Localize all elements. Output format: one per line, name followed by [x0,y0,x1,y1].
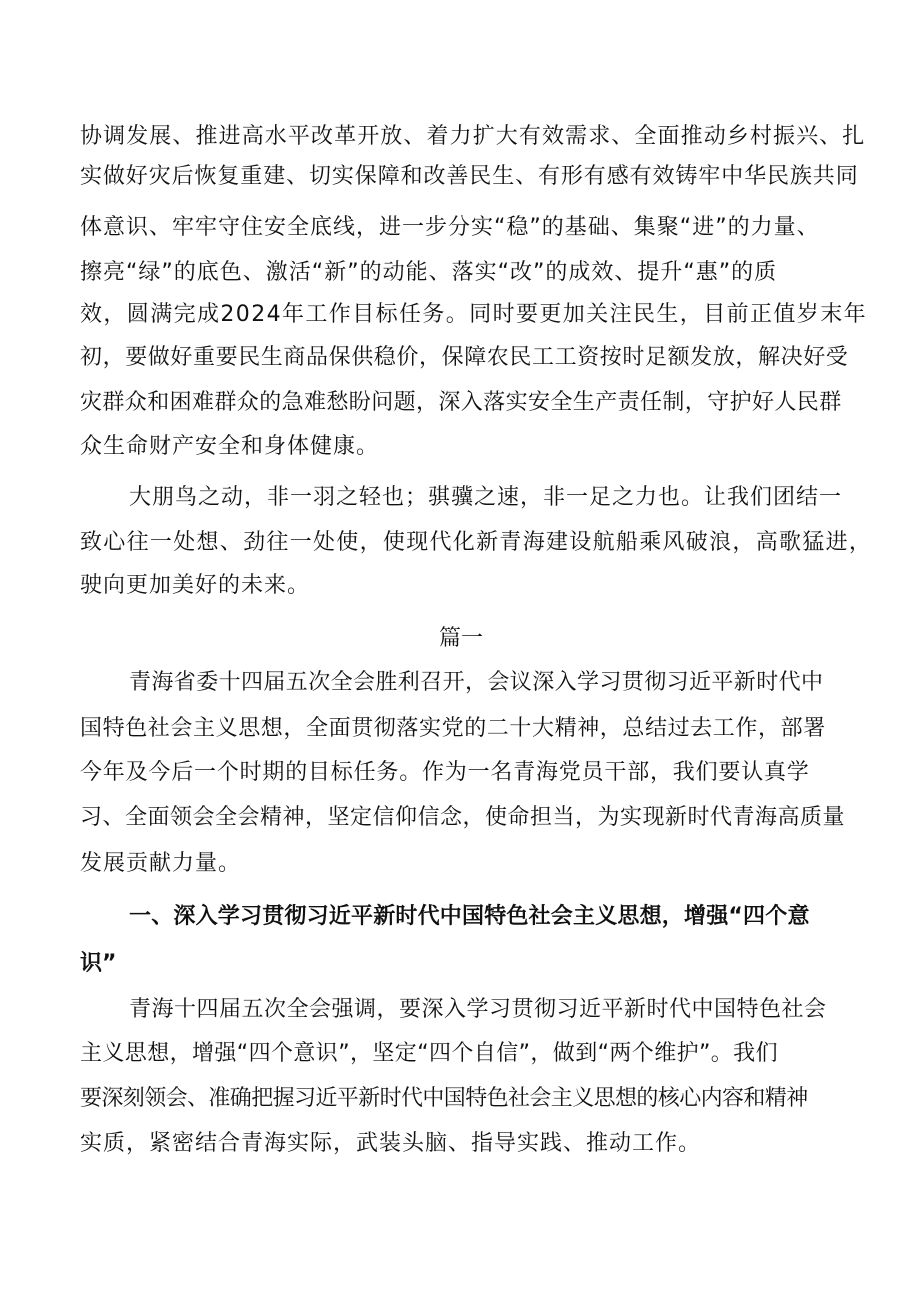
paragraph-line: 体意识、牢牢守住安全底线，进一步分实“稳”的基础、集聚“进”的力量、 [80,215,820,240]
paragraph-line: 效，圆满完成2024年工作目标任务。同时要更加关注民生，目前正值岁末年 [80,302,867,327]
paragraph-line: 习、全面领会全会精神，坚定信仰信念，使命担当，为实现新时代青海高质量 [80,805,846,830]
paragraph-line: 要深刻领会、准确把握习近平新时代中国特色社会主义思想的核心内容和精神 [80,1086,808,1111]
paragraph-line: 初，要做好重要民生商品保供稳价，保障农民工工资按时足额发放，解决好受 [80,345,849,370]
paragraph-line: 致心往一处想、劲往一处使，使现代化新青海建设航船乘风破浪，高歌猛进， [80,530,873,555]
paragraph-line: 擦亮“绿”的底色、激活“新”的动能、落实“改”的成效、提升“惠”的质 [80,260,778,285]
paragraph-line: 今年及今后一个时期的目标任务。作为一名青海党员干部，我们要认真学 [80,760,810,785]
heading-line: 一、深入学习贯彻习近平新时代中国特色社会主义思想，增强“四个意 [129,904,810,929]
paragraph-line: 青海省委十四届五次全会胜利召开，会议深入学习贯彻习近平新时代中 [129,670,824,695]
paragraph-line: 实做好灾后恢复重建、切实保障和改善民生、有形有感有效铸牢中华民族共同 [80,164,859,189]
paragraph-line: 灾群众和困难群众的急难愁盼问题，深入落实安全生产责任制，守护好人民群 [80,390,842,415]
paragraph-line: 大朋鸟之动，非一羽之轻也；骐骥之速，非一足之力也。让我们团结一 [129,485,843,510]
paragraph-line: 驶向更加美好的未来。 [80,573,311,598]
paragraph-line: 众生命财产安全和身体健康。 [80,434,380,459]
paragraph-line: 协调发展、推进高水平改革开放、着力扩大有效需求、全面推动乡村振兴、扎 [80,124,866,149]
paragraph-line: 实质，紧密结合青海实际，武装头脑、指导实践、推动工作。 [80,1131,702,1156]
paragraph-line: 发展贡献力量。 [80,851,242,876]
section-title: 篇一 [439,626,484,651]
heading-line: 识” [80,951,117,976]
paragraph-line: 国特色社会主义思想，全面贯彻落实党的二十大精神，总结过去工作，部署 [80,716,826,741]
paragraph-line: 主义思想，增强“四个意识”，坚定“四个自信”，做到“两个维护”。我们 [80,1041,778,1066]
paragraph-line: 青海十四届五次全会强调，要深入学习贯彻习近平新时代中国特色社会 [129,997,827,1022]
